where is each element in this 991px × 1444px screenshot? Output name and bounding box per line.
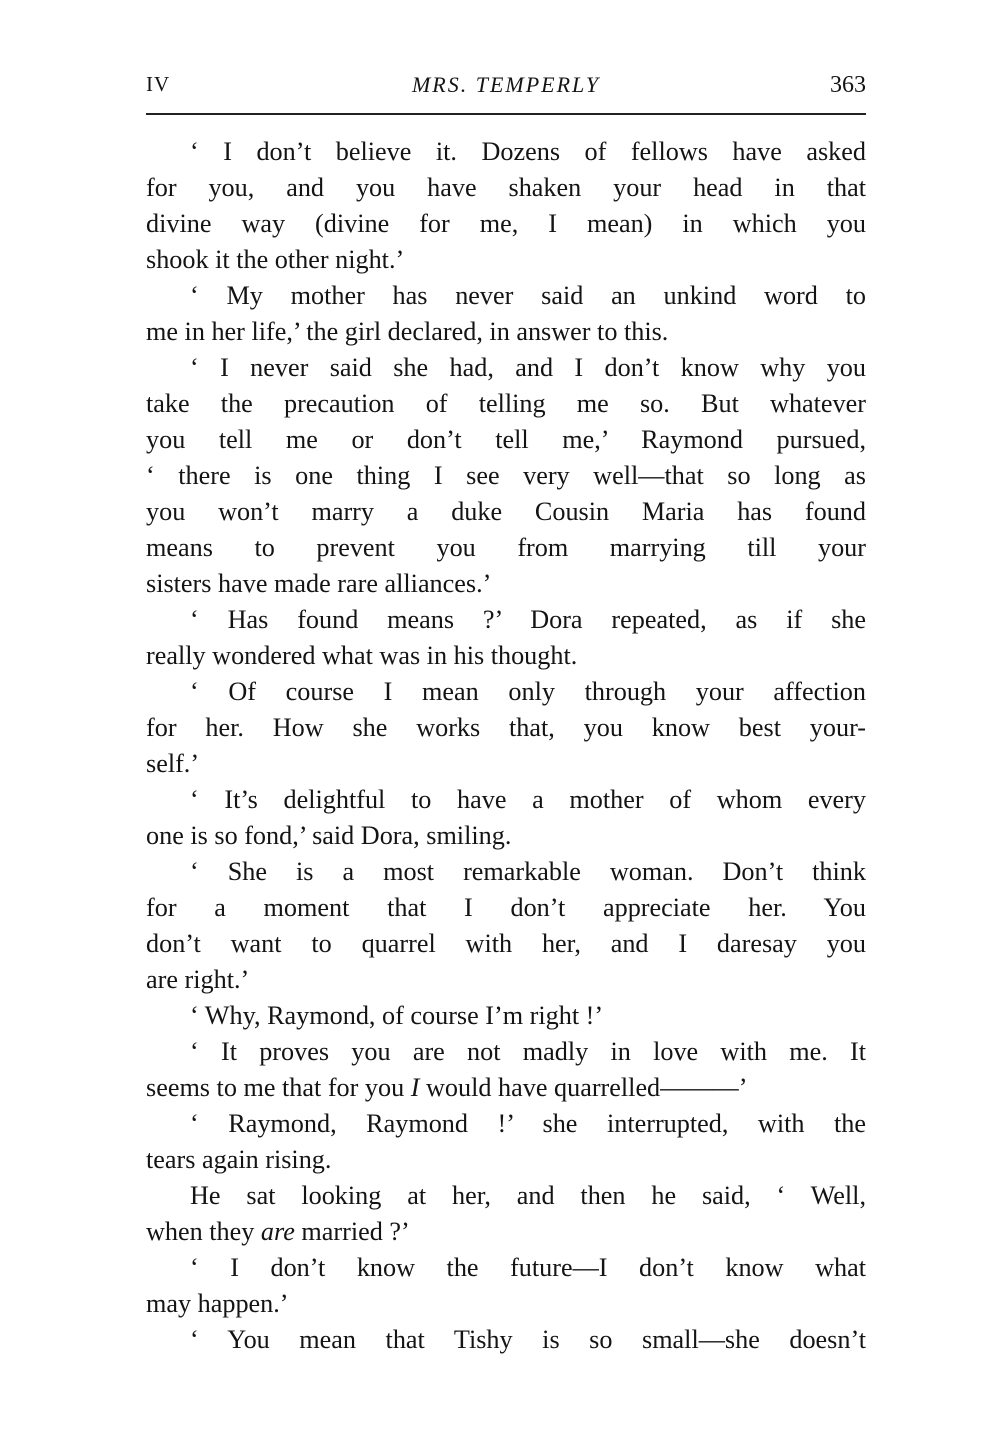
text-segment: ‘ I don’t believe it. Dozens of fellows have asked: [190, 137, 866, 166]
text-line: [146, 926, 866, 962]
text-segment: ‘ there is one thing I see very well—that so long as: [146, 461, 866, 490]
text-line: [146, 1142, 866, 1178]
text-segment: ‘ I don’t know the future—I don’t know what: [190, 1253, 866, 1282]
running-title: MRS. TEMPERLY: [411, 72, 601, 97]
text-segment: for a moment that I don’t appreciate her. You: [146, 893, 866, 922]
text-line: [146, 494, 866, 530]
italic-text: are: [260, 1217, 295, 1246]
text-segment: tears again rising.: [146, 1145, 332, 1174]
text-line: [146, 1322, 866, 1358]
text-segment: seems to me that for you: [146, 1073, 411, 1102]
text-segment: married ?’: [294, 1217, 410, 1246]
running-head: [146, 72, 866, 106]
text-segment: ‘ Of course I mean only through your affection: [190, 677, 866, 706]
chapter-number: IV: [146, 72, 171, 96]
text-segment: ‘ Raymond, Raymond !’ she interrupted, with the: [190, 1109, 866, 1138]
text-line: [146, 710, 866, 746]
text-line: [146, 890, 866, 926]
text-line: [146, 134, 866, 170]
text-line: [146, 602, 866, 638]
header-rule: [146, 113, 866, 115]
text-line: [146, 1250, 866, 1286]
text-segment: may happen.’: [146, 1289, 289, 1318]
text-line: [146, 458, 866, 494]
text-segment: me in her life,’ the girl declared, in answer to this.: [146, 317, 669, 346]
text-line: [146, 566, 866, 602]
text-segment: you tell me or don’t tell me,’ Raymond pursued,: [146, 425, 866, 454]
text-line: [146, 530, 866, 566]
text-segment: you won’t marry a duke Cousin Maria has found: [146, 497, 866, 526]
text-segment: He sat looking at her, and then he said, ‘ Well,: [190, 1181, 866, 1210]
text-segment: would have quarrelled———’: [419, 1073, 748, 1102]
text-segment: ‘ Why, Raymond, of course I’m right !’: [190, 1001, 604, 1030]
text-segment: shook it the other night.’: [146, 245, 405, 274]
page-number: 363: [830, 72, 866, 98]
text-line: [146, 782, 866, 818]
text-segment: sisters have made rare alliances.’: [146, 569, 492, 598]
text-line: [146, 818, 866, 854]
text-segment: ‘ Has found means ?’ Dora repeated, as if she: [190, 605, 866, 634]
text-segment: don’t want to quarrel with her, and I daresay you: [146, 929, 866, 958]
text-segment: ‘ My mother has never said an unkind word to: [190, 281, 866, 310]
text-segment: means to prevent you from marrying till your: [146, 533, 866, 562]
text-line: [146, 314, 866, 350]
text-line: [146, 1286, 866, 1322]
text-line: [146, 206, 866, 242]
text-segment: ‘ I never said she had, and I don’t know why you: [190, 353, 866, 382]
text-line: [146, 854, 866, 890]
text-line: [146, 1178, 866, 1214]
text-line: [146, 170, 866, 206]
text-segment: self.’: [146, 749, 200, 778]
italic-text: I: [410, 1073, 420, 1102]
text-segment: for you, and you have shaken your head in that: [146, 173, 866, 202]
text-line: [146, 422, 866, 458]
text-segment: are right.’: [146, 965, 250, 994]
text-segment: ‘ You mean that Tishy is so small—she doesn’t: [190, 1325, 866, 1354]
text-line: [146, 278, 866, 314]
body-text: [146, 134, 866, 1358]
text-line: [146, 1070, 866, 1106]
text-line: [146, 386, 866, 422]
text-segment: really wondered what was in his thought.: [146, 641, 578, 670]
text-segment: ‘ She is a most remarkable woman. Don’t think: [190, 857, 866, 886]
text-line: [146, 998, 866, 1034]
text-line: [146, 746, 866, 782]
text-segment: for her. How she works that, you know best your-: [146, 713, 866, 742]
text-segment: ‘ It’s delightful to have a mother of whom every: [190, 785, 866, 814]
text-line: [146, 350, 866, 386]
text-line: [146, 1214, 866, 1250]
text-line: [146, 638, 866, 674]
text-line: [146, 1034, 866, 1070]
text-segment: ‘ It proves you are not madly in love with me. It: [190, 1037, 866, 1066]
text-line: [146, 962, 866, 998]
text-segment: when they: [146, 1217, 261, 1246]
text-segment: one is so fond,’ said Dora, smiling.: [146, 821, 512, 850]
text-line: [146, 1106, 866, 1142]
text-line: [146, 674, 866, 710]
text-segment: divine way (divine for me, I mean) in which you: [146, 209, 866, 238]
text-segment: take the precaution of telling me so. But whatever: [146, 389, 866, 418]
text-line: [146, 242, 866, 278]
